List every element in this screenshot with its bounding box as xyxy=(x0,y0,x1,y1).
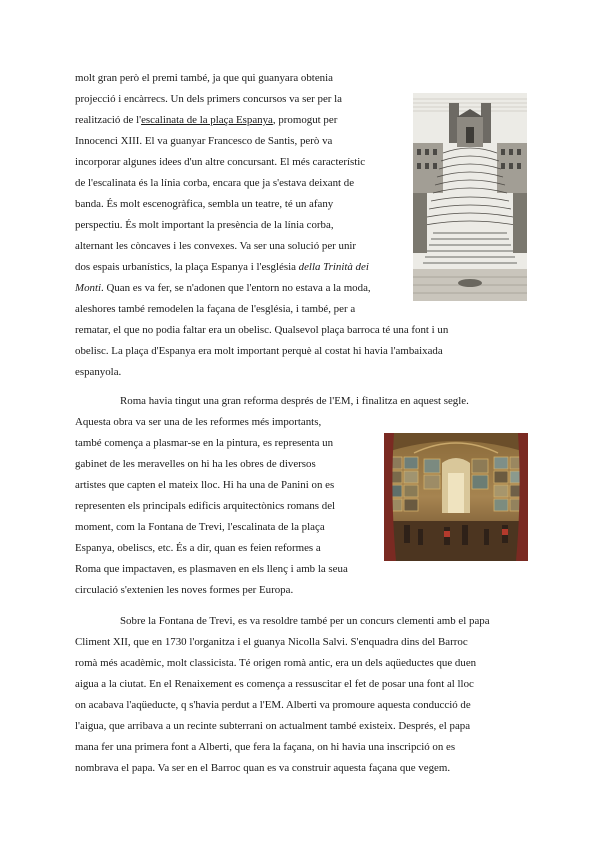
text-span: realització de l' xyxy=(75,114,142,126)
text-line: gabinet de les meravelles on hi ha les obres de diversos xyxy=(75,458,316,470)
paragraph-1 xyxy=(75,68,448,383)
text-line: també comença a plasmar-se en la pintura, es representa un xyxy=(75,437,334,449)
text-span: . Quan es va fer, se n'adonen que l'entorn no estava a la moda, xyxy=(101,282,371,294)
paragraph-3 xyxy=(75,632,476,779)
text-line: banda. És molt escenogràfica, sembla un teatre, té un afany xyxy=(75,198,334,210)
paragraph-2-first-line xyxy=(120,391,469,412)
text-line xyxy=(75,257,448,278)
text-line: perspectiu. És molt important la presència de la línia corba, xyxy=(75,219,334,231)
text-line: representen els principals edificis arquitectònics romans del xyxy=(75,500,336,512)
text-line: Sobre la Fontana de Trevi, es va resoldre també per un concurs clementi amb el papa xyxy=(120,615,490,627)
text-span: , promogut per xyxy=(272,114,338,126)
text-line: rematar, el que no podia faltar era un obelisc. Qualsevol plaça barroca té una font i un xyxy=(75,324,449,336)
text-line: incorporar algunes idees d'un altre concursant. El més característic xyxy=(75,156,366,168)
text-line: Climent XII, que en 1730 l'organitza i el guanya Nicolla Salvi. S'enquadra dins del Barroc xyxy=(75,636,468,648)
text-line: mana fer una primera font a Alberti, que fera la façana, on hi havia una inscripció on es xyxy=(75,741,456,753)
text-line xyxy=(75,110,448,131)
text-line: obelisc. La plaça d'Espanya era molt important perquè al costat hi havia l'ambaixada xyxy=(75,345,443,357)
text-line: moment, com la Fontana de Trevi, l'escalinata de la plaça xyxy=(75,521,325,533)
italic-church-name: della Trinità dei xyxy=(298,261,369,273)
text-line: l'aigua, que arribava a un recinte subterrani on actualment també existeix. Després, el papa xyxy=(75,720,471,732)
text-line: de l'escalinata és la línia corba, encara que ja s'estava deixant de xyxy=(75,177,355,189)
engraving-spanish-steps-image xyxy=(413,93,527,301)
text-line: Aquesta obra va ser una de les reformes més importants, xyxy=(75,416,322,428)
text-line: Roma que impactaven, es plasmaven en els llenç i amb la seua xyxy=(75,563,348,575)
spanish-steps-link[interactable]: escalinata de la plaça Espanya xyxy=(141,114,273,126)
text-line: nombrava el papa. Va ser en el Barroc quan es va construir aquesta façana que vegem. xyxy=(75,762,451,774)
text-line: molt gran però el premi també, ja que qui guanyara obtenia xyxy=(75,72,333,84)
panini-gallery-painting-image xyxy=(384,433,528,561)
paragraph-2 xyxy=(75,412,348,601)
engraving-svg xyxy=(413,93,527,301)
text-line: romà més acadèmic, molt classicista. Té origen romà antic, era un dels aqüeductes que duen xyxy=(75,657,477,669)
text-line: aigua a la ciutat. En el Renaixement es comença a ressuscitar el fet de posar una font al lloc xyxy=(75,678,474,690)
paragraph-3-first-line xyxy=(120,611,490,632)
text-line: alternant les còncaves i les convexes. Va ser una solució per unir xyxy=(75,240,357,252)
text-line: Roma havia tingut una gran reforma després de l'EM, i finalitza en aquest segle. xyxy=(120,395,469,407)
text-line xyxy=(75,278,448,299)
text-line: artistes que capten el mateix lloc. Hi ha una de Panini on es xyxy=(75,479,335,491)
text-line: circulació s'extenien les noves formes per Europa. xyxy=(75,584,294,596)
painting-svg xyxy=(384,433,528,561)
text-line: Espanya, obeliscs, etc. És a dir, quan es feien reformes a xyxy=(75,542,321,554)
text-line: projecció i encàrrecs. Un dels primers concursos va ser per la xyxy=(75,93,343,105)
text-span: dos espais urbanístics, la plaça Espanya i l'església xyxy=(75,261,299,273)
text-line: aleshores també remodelen la façana de l'església, i també, per a xyxy=(75,303,356,315)
text-line: on acabava l'aqüeducte, q s'havia perdut a l'EM. Alberti va promoure aquesta conducció de xyxy=(75,699,471,711)
text-line: Innocenci XIII. El va guanyar Francesco de Santis, però va xyxy=(75,135,333,147)
text-line: espanyola. xyxy=(75,366,122,378)
italic-church-name: Monti xyxy=(75,282,102,294)
